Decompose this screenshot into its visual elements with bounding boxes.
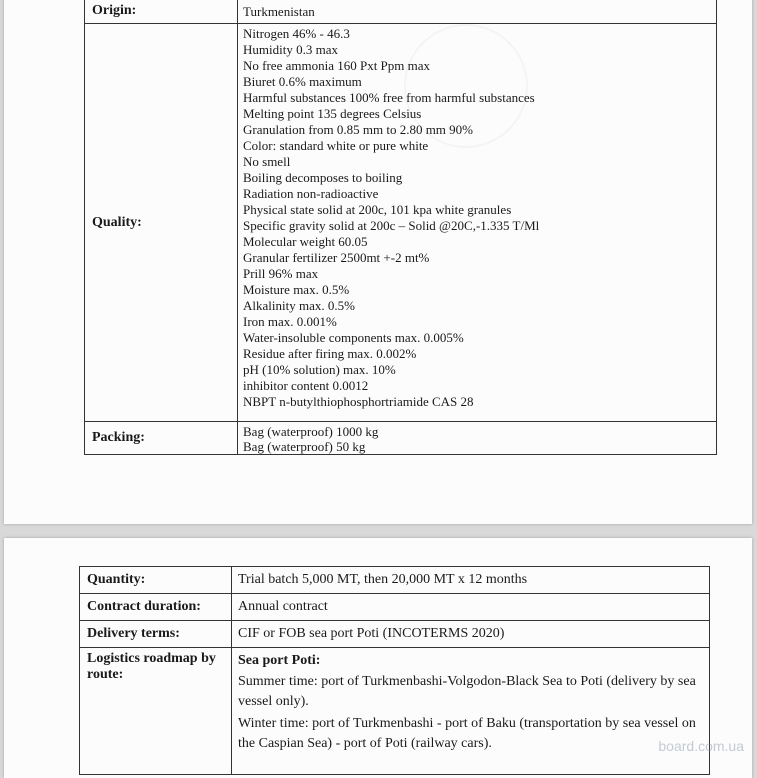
- contract-terms-table: [79, 566, 710, 775]
- origin-label: Origin:: [85, 0, 238, 24]
- logistics-value: [232, 648, 710, 775]
- logistics-subheading: Sea port Poti:: [238, 653, 321, 668]
- table-row-packing: [85, 422, 717, 455]
- delivery-terms-label: Delivery terms:: [80, 621, 232, 648]
- table-row-quality: [85, 24, 717, 422]
- quality-line: Molecular weight 60.05: [243, 234, 368, 249]
- watermark: board.com.ua: [658, 738, 744, 754]
- quality-line: Moisture max. 0.5%: [243, 282, 350, 297]
- table-row-logistics: [80, 648, 710, 775]
- table-row-quantity: [80, 567, 710, 594]
- origin-value: Turkmenistan: [238, 0, 717, 24]
- contract-duration-value: Annual contract: [232, 594, 710, 621]
- quality-line: inhibitor content 0.0012: [243, 378, 369, 393]
- quality-line: No smell: [243, 154, 291, 169]
- delivery-terms-value: CIF or FOB sea port Poti (INCOTERMS 2020): [232, 621, 710, 648]
- quantity-label: Quantity:: [80, 567, 232, 594]
- quality-line: No free ammonia 160 Pxt Ppm max: [243, 58, 431, 73]
- packing-label: Packing:: [85, 422, 238, 455]
- table-row-delivery-terms: [80, 621, 710, 648]
- document-page-2: [4, 538, 752, 778]
- quantity-value: Trial batch 5,000 MT, then 20,000 MT x 12 months: [232, 567, 710, 594]
- logistics-winter-route: Winter time: port of Turkmenbashi - port of Baku (transportation by sea vessel on the Caspian Sea) - port of Poti (railway cars).: [238, 716, 696, 751]
- quality-line: Color: standard white or pure white: [243, 138, 429, 153]
- quality-line: Granulation from 0.85 mm to 2.80 mm 90%: [243, 122, 474, 137]
- table-row-origin: [85, 0, 717, 24]
- quality-line: Humidity 0.3 max: [243, 42, 338, 57]
- quality-line: Prill 96% max: [243, 266, 319, 281]
- quality-line: Harmful substances 100% free from harmful substances: [243, 90, 535, 105]
- logistics-label: Logistics roadmap by route:: [80, 648, 232, 775]
- quality-line: Residue after firing max. 0.002%: [243, 346, 417, 361]
- table-row-contract-duration: [80, 594, 710, 621]
- quality-line: Granular fertilizer 2500mt +-2 mt%: [243, 250, 430, 265]
- quality-label: Quality:: [85, 24, 238, 422]
- document-page-1: [4, 0, 752, 524]
- quality-line: Biuret 0.6% maximum: [243, 74, 362, 89]
- packing-line: Bag (waterproof) 50 kg: [243, 439, 366, 454]
- quality-line: Iron max. 0.001%: [243, 314, 337, 329]
- quality-value: [238, 24, 717, 422]
- quality-line: Nitrogen 46% - 46.3: [243, 26, 350, 41]
- quality-line: NBPT n-butylthiophosphortriamide CAS 28: [243, 394, 474, 409]
- contract-duration-label: Contract duration:: [80, 594, 232, 621]
- packing-line: Bag (waterproof) 1000 kg: [243, 424, 379, 439]
- quality-line: Specific gravity solid at 200c – Solid @20C,-1.335 T/Ml: [243, 218, 540, 233]
- quality-line: pH (10% solution) max. 10%: [243, 362, 396, 377]
- quality-line: Radiation non-radioactive: [243, 186, 379, 201]
- quality-line: Physical state solid at 200c, 101 kpa white granules: [243, 202, 512, 217]
- quality-line: Boiling decomposes to boiling: [243, 170, 403, 185]
- quality-line: Alkalinity max. 0.5%: [243, 298, 355, 313]
- packing-value: [238, 422, 717, 455]
- specification-table: [84, 0, 717, 455]
- quality-line: Water-insoluble components max. 0.005%: [243, 330, 464, 345]
- quality-line: Melting point 135 degrees Celsius: [243, 106, 422, 121]
- logistics-summer-route: Summer time: port of Turkmenbashi-Volgodon-Black Sea to Poti (delivery by sea vessel only).: [238, 674, 696, 709]
